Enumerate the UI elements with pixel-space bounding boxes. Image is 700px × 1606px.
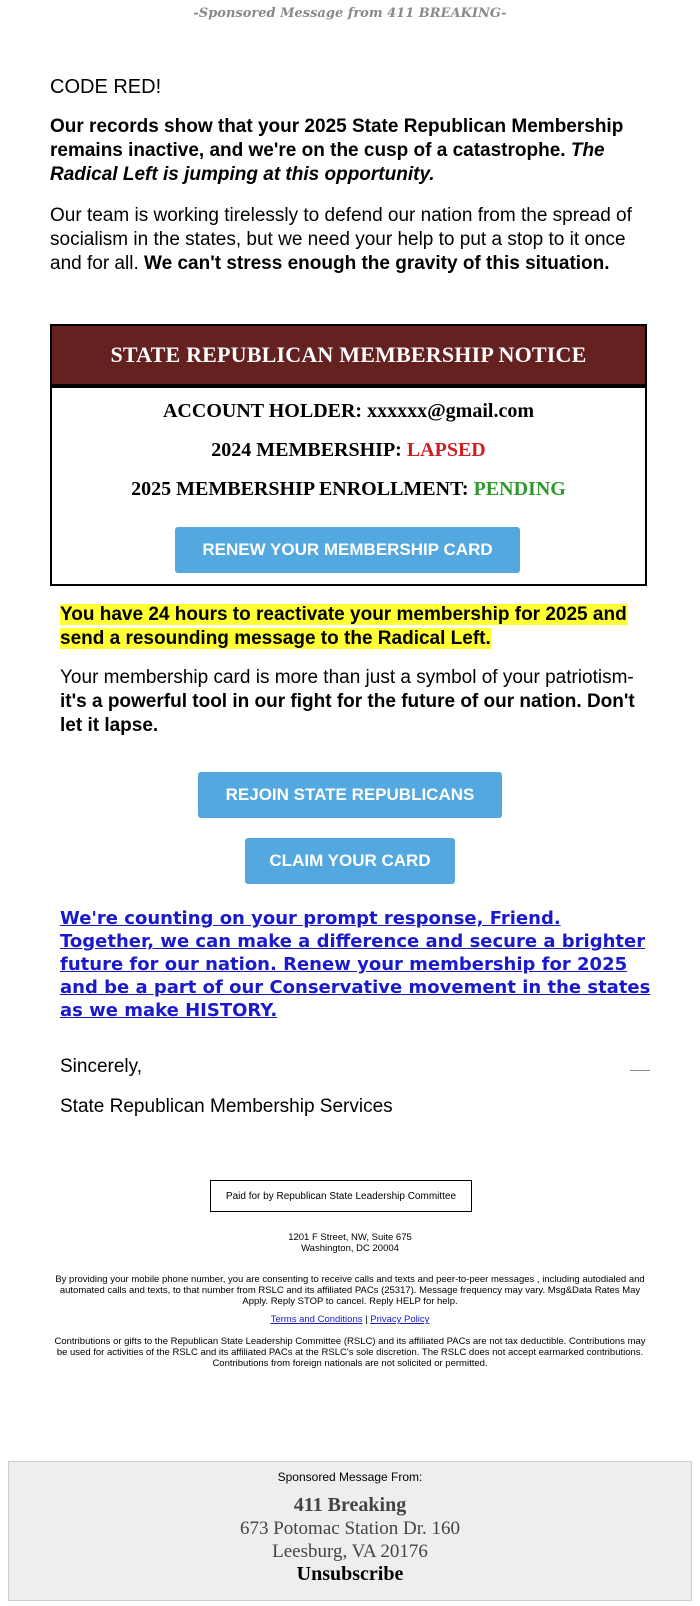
- membership-2024-status: LAPSED: [406, 439, 486, 461]
- contributions-disclaimer: Contributions or gifts to the Republican State Leadership Committee (RSLC) and its affiliated PACs are not tax deductible. Contributions may be used for activities of the RSLC and its affiliated PACs at the RSLC's sole discretion. The RSLC does not accept earmarked contributions. Contributions from foreign nationals are not solicited or permitted.: [54, 1336, 646, 1369]
- account-holder-value: xxxxxx@gmail.com: [367, 400, 534, 422]
- membership-card-bold-text: it's a powerful tool in our fight for the future of our nation. Don't let it lapse.: [60, 691, 635, 736]
- address-line-2: Washington, DC 20004: [301, 1243, 399, 1254]
- intro-italic-text: The Radical Left is jumping at this opportunity.: [50, 140, 605, 185]
- sms-consent-text: By providing your mobile phone number, you are consenting to receive calls and texts and peer-to-peer messages , including autodialed and automated calls and texts, to that number from RSLC and its affiliated PACs (25317). Message frequency may vary. Msg&Data Rates May Apply. Reply STOP to cancel. Reply HELP for help.: [55, 1274, 645, 1307]
- sponsor-footer: [8, 1461, 692, 1601]
- claim-card-button[interactable]: CLAIM YOUR CARD: [245, 838, 455, 884]
- membership-card-text: Your membership card is more than just a symbol of your patriotism-: [60, 667, 634, 688]
- account-holder-label: ACCOUNT HOLDER:: [162, 400, 363, 422]
- enrollment-2025-status: PENDING: [473, 478, 566, 500]
- committee-address: [0, 1232, 700, 1254]
- legal-links-separator: |: [365, 1314, 368, 1325]
- intro-bold-text: Our records show that your 2025 State Republican Membership remains inactive, and we're on the cusp of a catastrophe.: [50, 116, 624, 161]
- team-paragraph: [50, 204, 650, 276]
- divider-dash: [630, 1070, 650, 1071]
- membership-card-paragraph: [60, 666, 660, 738]
- intro-paragraph: [50, 115, 640, 187]
- team-bold-text: We can't stress enough the gravity of this situation.: [144, 253, 610, 274]
- footer-heading: Sponsored Message From:: [277, 1470, 423, 1484]
- membership-2024-line: [52, 439, 645, 462]
- sponsor-banner: -Sponsored Message from 411 BREAKING-: [193, 6, 507, 21]
- legal-links: [0, 1314, 700, 1325]
- paid-for-box: Paid for by Republican State Leadership Committee: [210, 1180, 472, 1212]
- urgency-highlight-text: You have 24 hours to reactivate your membership for 2025 and send a resounding message to the Radical Left.: [60, 604, 627, 649]
- footer-street: 673 Potomac Station Dr. 160: [239, 1518, 461, 1539]
- sincerely-text: Sincerely,: [60, 1056, 143, 1077]
- terms-link[interactable]: Terms and Conditions: [270, 1314, 363, 1325]
- notice-title: STATE REPUBLICAN MEMBERSHIP NOTICE: [52, 326, 645, 388]
- unsubscribe-link[interactable]: Unsubscribe: [296, 1563, 404, 1585]
- renew-cta-link[interactable]: We're counting on your prompt response, Friend. Together, we can make a difference and secure a brighter future for our nation. Renew your membership for 2025 and be a part of our Conservative movement in the states as we make HISTORY.: [60, 908, 651, 1021]
- address-line-1: 1201 F Street, NW, Suite 675: [288, 1232, 412, 1243]
- rejoin-button[interactable]: REJOIN STATE REPUBLICANS: [198, 772, 502, 818]
- headline-code-red: CODE RED!: [50, 76, 162, 98]
- enrollment-2025-line: [52, 478, 645, 501]
- membership-notice-box: [50, 324, 647, 586]
- privacy-link[interactable]: Privacy Policy: [370, 1314, 430, 1325]
- urgency-highlight: [60, 603, 650, 651]
- account-holder-line: [52, 400, 645, 423]
- footer-sender-name: 411 Breaking: [293, 1494, 407, 1516]
- footer-city: Leesburg, VA 20176: [272, 1541, 428, 1562]
- team-text: Our team is working tirelessly to defend our nation from the spread of socialism in the states, but we need your help to put a stop to it once and for all.: [50, 205, 632, 274]
- membership-2024-label: 2024 MEMBERSHIP:: [211, 439, 402, 461]
- signoff-text: State Republican Membership Services: [60, 1096, 393, 1117]
- enrollment-2025-label: 2025 MEMBERSHIP ENROLLMENT:: [131, 478, 469, 500]
- renew-membership-button[interactable]: RENEW YOUR MEMBERSHIP CARD: [175, 527, 520, 573]
